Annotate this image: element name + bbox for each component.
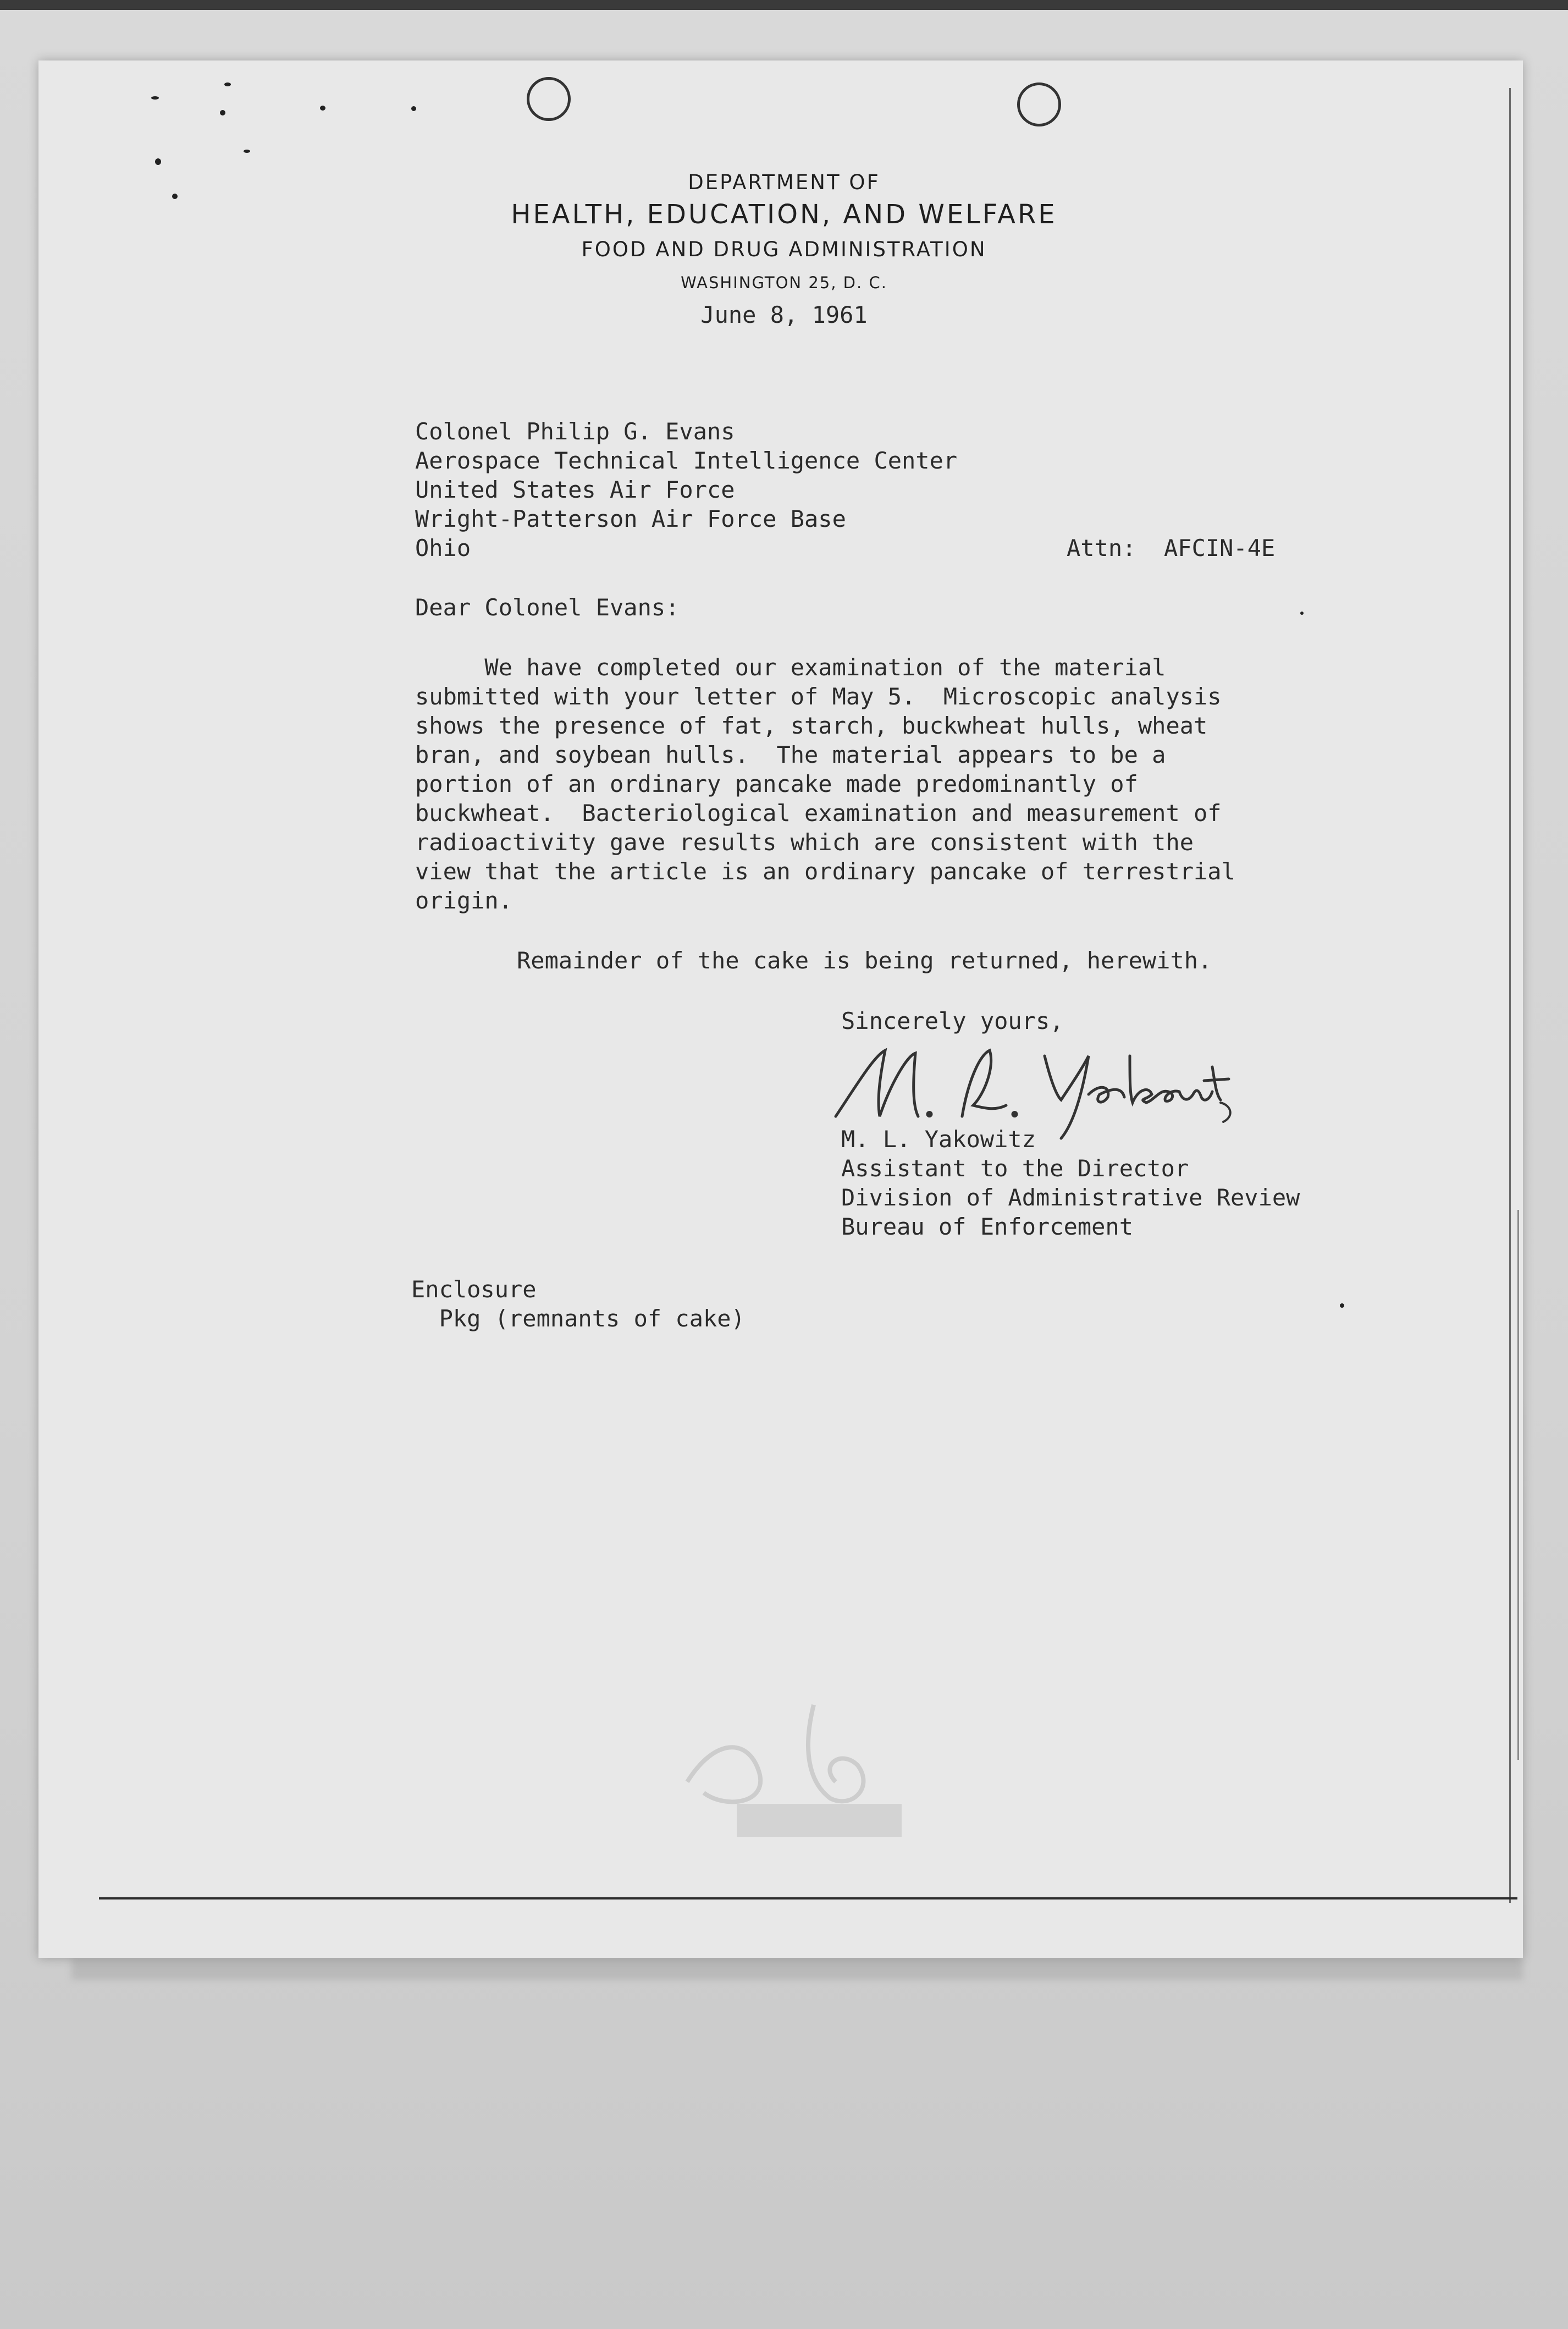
signatory-title: Division of Administrative Review	[841, 1184, 1300, 1211]
letterhead-department-of: DEPARTMENT OF	[688, 170, 880, 194]
salutation: Dear Colonel Evans:	[415, 594, 680, 621]
faint-bleed-through-mark	[671, 1672, 946, 1848]
body-line: radioactivity gave results which are consistent with the	[415, 829, 1194, 856]
signatory-title: Assistant to the Director	[841, 1155, 1189, 1182]
recipient-line: Colonel Philip G. Evans	[415, 418, 735, 445]
sheet-inner-right-edge	[1517, 1210, 1519, 1760]
remainder-paragraph: Remainder of the cake is being returned, herewith.	[517, 947, 1212, 974]
signature-block	[841, 1125, 1300, 1241]
recipient-line: United States Air Force	[415, 476, 735, 503]
letter-date: June 8, 1961	[700, 301, 868, 328]
sheet-right-edge	[1509, 88, 1511, 1903]
letterhead-agency: FOOD AND DRUG ADMINISTRATION	[581, 238, 987, 261]
punch-hole-right	[1017, 82, 1061, 126]
bottom-rule	[99, 1897, 1517, 1899]
body-line: We have completed our examination of the material	[415, 654, 1166, 681]
enclosure-item: Pkg (remnants of cake)	[411, 1305, 745, 1332]
speck	[1340, 1303, 1344, 1308]
recipient-line: Aerospace Technical Intelligence Center	[415, 447, 958, 474]
scan-top-edge	[0, 0, 1568, 10]
recipient-line: Ohio	[415, 535, 471, 561]
sheet-shadow	[71, 1958, 1523, 1980]
speck	[320, 106, 325, 111]
punch-hole-left	[527, 77, 571, 121]
speck	[220, 110, 225, 115]
signatory-name: M. L. Yakowitz	[841, 1126, 1036, 1153]
speck	[151, 96, 159, 100]
body-line: origin.	[415, 887, 513, 914]
signatory-title: Bureau of Enforcement	[841, 1213, 1134, 1240]
attention-line: Attn: AFCIN-4E	[1067, 535, 1276, 561]
enclosure-label: Enclosure	[411, 1276, 537, 1303]
letterhead-department-name: HEALTH, EDUCATION, AND WELFARE	[511, 199, 1057, 230]
closing: Sincerely yours,	[841, 1007, 1064, 1034]
letterhead-location: WASHINGTON 25, D. C.	[681, 273, 887, 292]
letter-body	[415, 653, 1235, 915]
body-line: submitted with your letter of May 5. Microscopic analysis	[415, 683, 1222, 710]
speck	[155, 158, 161, 165]
enclosure-block	[411, 1275, 745, 1333]
body-line: shows the presence of fat, starch, buckwheat hulls, wheat	[415, 712, 1208, 739]
body-line: portion of an ordinary pancake made predominantly of	[415, 770, 1138, 797]
speck	[224, 82, 231, 86]
speck	[411, 106, 416, 111]
speck	[1300, 612, 1304, 615]
recipient-line: Wright-Patterson Air Force Base	[415, 505, 846, 532]
speck	[244, 150, 250, 153]
body-line: view that the article is an ordinary pancake of terrestrial	[415, 858, 1235, 885]
body-line: buckwheat. Bacteriological examination and measurement of	[415, 800, 1222, 827]
speck	[172, 194, 178, 199]
body-line: bran, and soybean hulls. The material appears to be a	[415, 741, 1166, 768]
recipient-address	[415, 417, 957, 563]
